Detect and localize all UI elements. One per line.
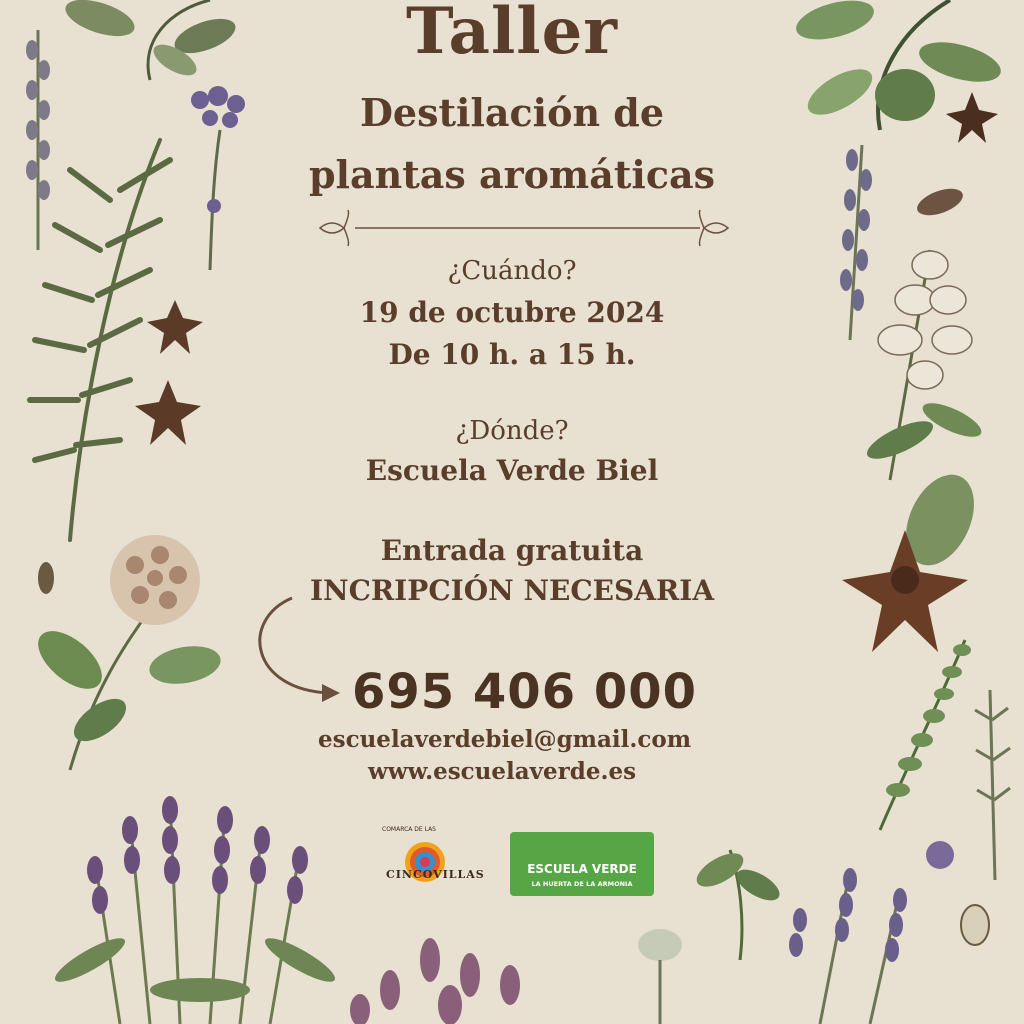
seed-bottom-right [961,905,989,945]
event-date: 19 de octubre 2024 [359,296,665,329]
cincovillas-arc-text: COMARCA DE LAS [382,826,436,833]
cincovillas-name: CINCOVILLAS [386,868,485,881]
phone-number[interactable]: 695 406 000 [352,664,698,720]
poster-title: Taller [405,0,619,69]
website-link[interactable]: www.escuelaverde.es [368,758,637,785]
event-place: Escuela Verde Biel [365,454,659,487]
arrow-head [322,684,340,702]
lavender-bottom-left [50,796,339,1024]
escuela-verde-logo [510,832,654,896]
poster-subtitle-line1: Destilación de [359,90,665,135]
sage-bottom-right [638,847,784,1024]
email-link[interactable]: escuelaverdebiel@gmail.com [318,726,692,753]
where-label: ¿Dónde? [455,416,569,446]
clover-flower-left [28,535,224,770]
ornament-divider [320,210,728,246]
event-time: De 10 h. a 15 h. [388,338,636,371]
lavender-bottom-center [350,938,520,1024]
poster-subtitle-line2: plantas aromáticas [308,152,715,197]
entry-info: Entrada gratuita [380,534,644,567]
escuela-verde-name: ESCUELA VERDE [527,862,637,876]
arrow [260,598,330,693]
when-label: ¿Cuándo? [447,256,577,286]
escuela-verde-tagline: LA HUERTA DE LA ARMONIA [531,880,633,888]
registration-info: INCRIPCIÓN NECESARIA [309,574,715,607]
lavender-bottom-right [789,841,954,1024]
